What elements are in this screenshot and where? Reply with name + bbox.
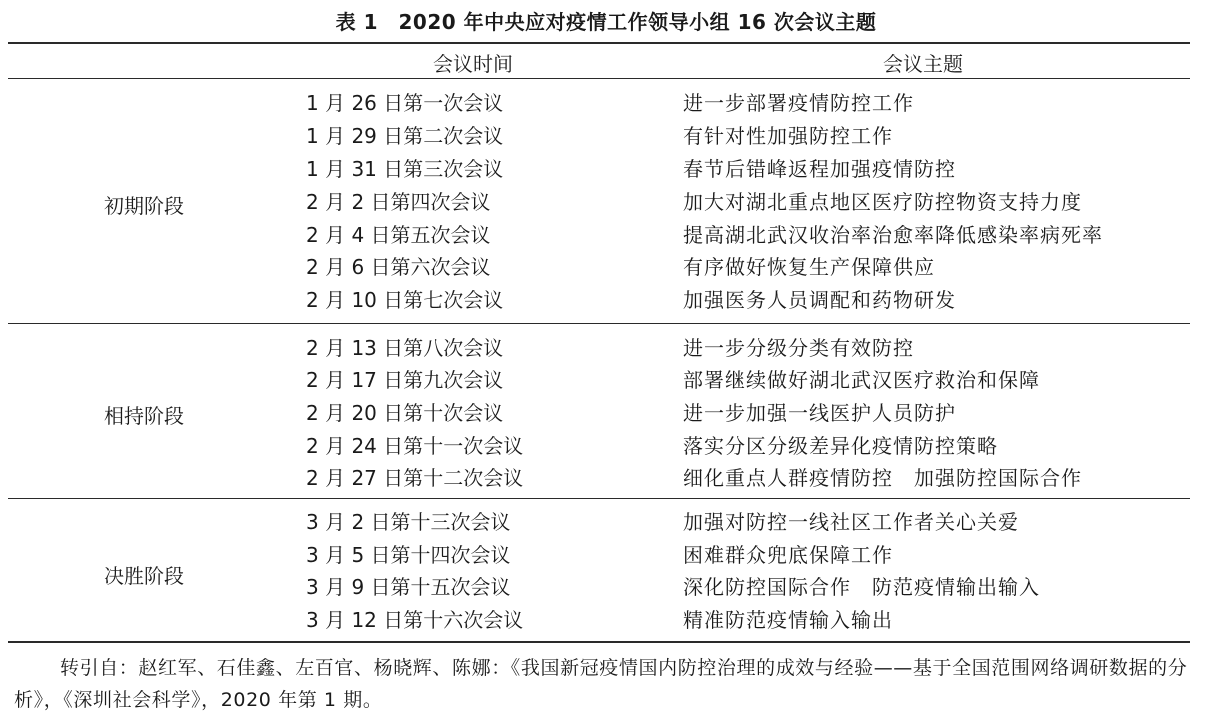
meeting-time: 2 月 4 日第五次会议 xyxy=(306,223,491,247)
meeting-time: 2 月 6 日第六次会议 xyxy=(306,255,491,279)
meeting-time: 2 月 13 日第八次会议 xyxy=(306,336,504,360)
table-row xyxy=(0,332,1212,364)
meeting-time: 2 月 10 日第七次会议 xyxy=(306,288,504,312)
stage-divider xyxy=(8,498,1190,499)
table-row xyxy=(0,364,1212,396)
meeting-time: 3 月 12 日第十六次会议 xyxy=(306,608,524,632)
top-rule xyxy=(8,42,1190,44)
stage-label-decisive: 决胜阶段 xyxy=(104,564,184,588)
table-row xyxy=(0,284,1212,316)
meeting-topic: 加强对防控一线社区工作者关心关爱 xyxy=(683,510,1019,534)
header-meeting-topic: 会议主题 xyxy=(883,52,963,76)
table-row xyxy=(0,153,1212,185)
table-row xyxy=(0,462,1212,494)
table-row xyxy=(0,219,1212,251)
table-row xyxy=(0,539,1212,571)
table-row xyxy=(0,120,1212,152)
meeting-topic: 加强医务人员调配和药物研发 xyxy=(683,288,956,312)
meeting-time: 2 月 24 日第十一次会议 xyxy=(306,434,524,458)
meeting-time: 3 月 2 日第十三次会议 xyxy=(306,510,511,534)
stage-divider xyxy=(8,323,1190,324)
meeting-topic: 进一步部署疫情防控工作 xyxy=(683,91,914,115)
meeting-topic: 提高湖北武汉收治率治愈率降低感染率病死率 xyxy=(683,223,1103,247)
meeting-time: 2 月 20 日第十次会议 xyxy=(306,401,504,425)
meeting-topic: 进一步加强一线医护人员防护 xyxy=(683,401,956,425)
meeting-topic: 细化重点人群疫情防控 加强防控国际合作 xyxy=(683,466,1082,490)
table-row xyxy=(0,571,1212,603)
meeting-topic: 深化防控国际合作 防范疫情输出输入 xyxy=(683,575,1040,599)
meeting-time: 3 月 5 日第十四次会议 xyxy=(306,543,511,567)
stage-label-stalemate: 相持阶段 xyxy=(104,404,184,428)
header-meeting-time: 会议时间 xyxy=(433,52,513,76)
table-row xyxy=(0,87,1212,119)
stage-label-initial: 初期阶段 xyxy=(104,194,184,218)
table-row xyxy=(0,186,1212,218)
meeting-time: 1 月 26 日第一次会议 xyxy=(306,91,504,115)
meeting-topic: 进一步分级分类有效防控 xyxy=(683,336,914,360)
table-row xyxy=(0,251,1212,283)
meeting-topic: 有针对性加强防控工作 xyxy=(683,124,893,148)
table-title: 表 1 2020 年中央应对疫情工作领导小组 16 次会议主题 xyxy=(335,10,877,34)
meeting-topic: 困难群众兜底保障工作 xyxy=(683,543,893,567)
meeting-time: 1 月 31 日第三次会议 xyxy=(306,157,504,181)
meeting-time: 2 月 2 日第四次会议 xyxy=(306,190,491,214)
meeting-topic: 落实分区分级差异化疫情防控策略 xyxy=(683,434,998,458)
table-row xyxy=(0,430,1212,462)
meeting-time: 1 月 29 日第二次会议 xyxy=(306,124,504,148)
meeting-topic: 有序做好恢复生产保障供应 xyxy=(683,255,935,279)
header-rule xyxy=(8,78,1190,79)
table-row xyxy=(0,604,1212,636)
meeting-topic: 部署继续做好湖北武汉医疗救治和保障 xyxy=(683,368,1040,392)
meeting-topic: 加大对湖北重点地区医疗防控物资支持力度 xyxy=(683,190,1082,214)
meeting-topic: 春节后错峰返程加强疫情防控 xyxy=(683,157,956,181)
meeting-time: 3 月 9 日第十五次会议 xyxy=(306,575,511,599)
bottom-rule xyxy=(8,641,1190,643)
meeting-time: 2 月 17 日第九次会议 xyxy=(306,368,504,392)
meeting-topic: 精准防范疫情输入输出 xyxy=(683,608,893,632)
meeting-time: 2 月 27 日第十二次会议 xyxy=(306,466,524,490)
source-note: 转引自：赵红军、石佳鑫、左百官、杨晓辉、陈娜：《我国新冠疫情国内防控治理的成效与经验——基于全国范围网络调研数据的分析》，《深圳社会科学》，2020 年第 1 期。 xyxy=(14,657,1188,711)
table-row xyxy=(0,506,1212,538)
table-row xyxy=(0,397,1212,429)
